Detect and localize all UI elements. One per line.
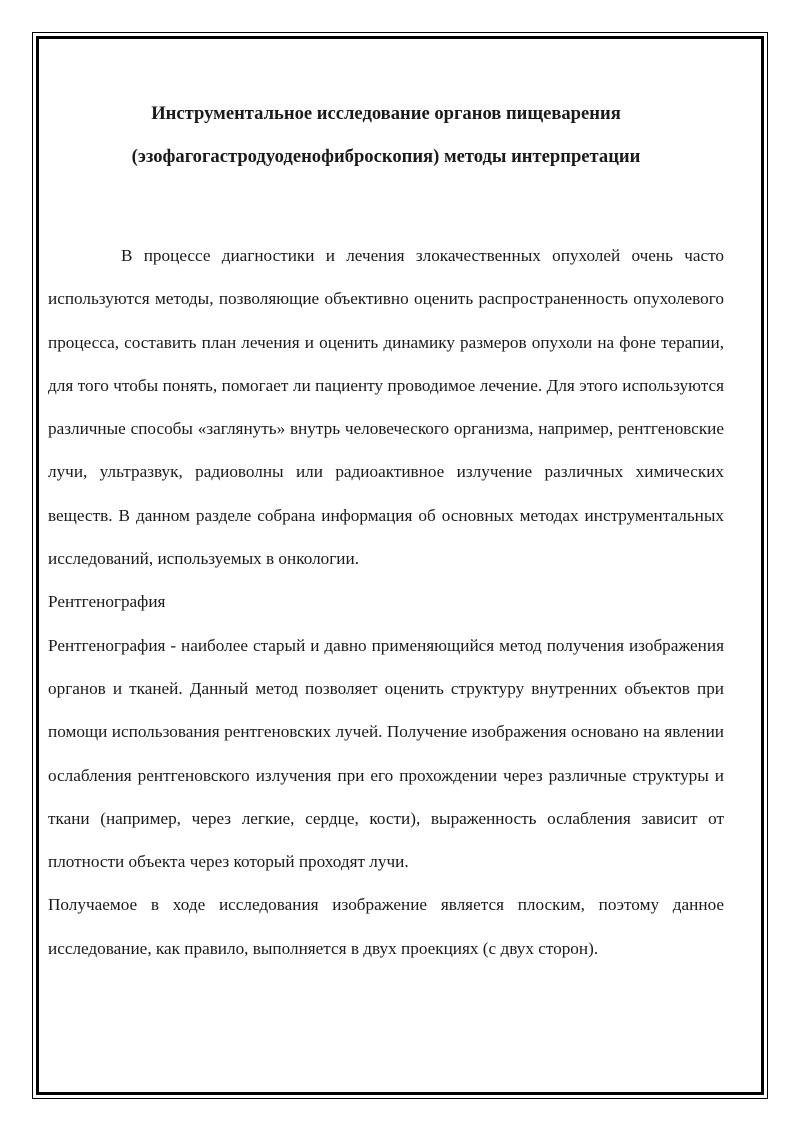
projection-paragraph: Получаемое в ходе исследования изображение является плоским, поэтому данное исследование, как правило, выполняется в двух проекциях (с двух сторон). xyxy=(48,895,724,958)
title-line-2: (эзофагогастродуоденофиброскопия) методы интерпретации xyxy=(131,146,641,167)
document-body xyxy=(48,92,724,1092)
document-title xyxy=(48,92,724,178)
section-heading-radiography: Рентгенография xyxy=(48,592,166,612)
title-line-1: Инструментальное исследование органов пищеварения xyxy=(151,103,621,124)
radiography-paragraph: Рентгенография - наиболее старый и давно применяющийся метод получения изображения органов и тканей. Данный метод позволяет оценить структуру внутренних объектов при помощи использования рентгеновских лучей. Получение изображения основано на явлении ослабления рентгеновского излучения при его прохождении через различные структуры и ткани (например, через легкие, сердце, кости), выраженность ослабления зависит от плотности объекта через который проходят лучи. xyxy=(48,635,724,872)
intro-paragraph: В процессе диагностики и лечения злокачественных опухолей очень часто используются методы, позволяющие объективно оценить распространенность опухолевого процесса, составить план лечения и оценить динамику размеров опухоли на фоне терапии, для того чтобы понять, помогает ли пациенту проводимое лечение. Для этого используются различные способы «заглянуть» внутрь человеческого организма, например, рентгеновские лучи, ультразвук, радиоволны или радиоактивное излучение различных химических веществ. В данном разделе собрана информация об основных методах инструментальных исследований, используемых в онкологии. xyxy=(48,246,724,569)
